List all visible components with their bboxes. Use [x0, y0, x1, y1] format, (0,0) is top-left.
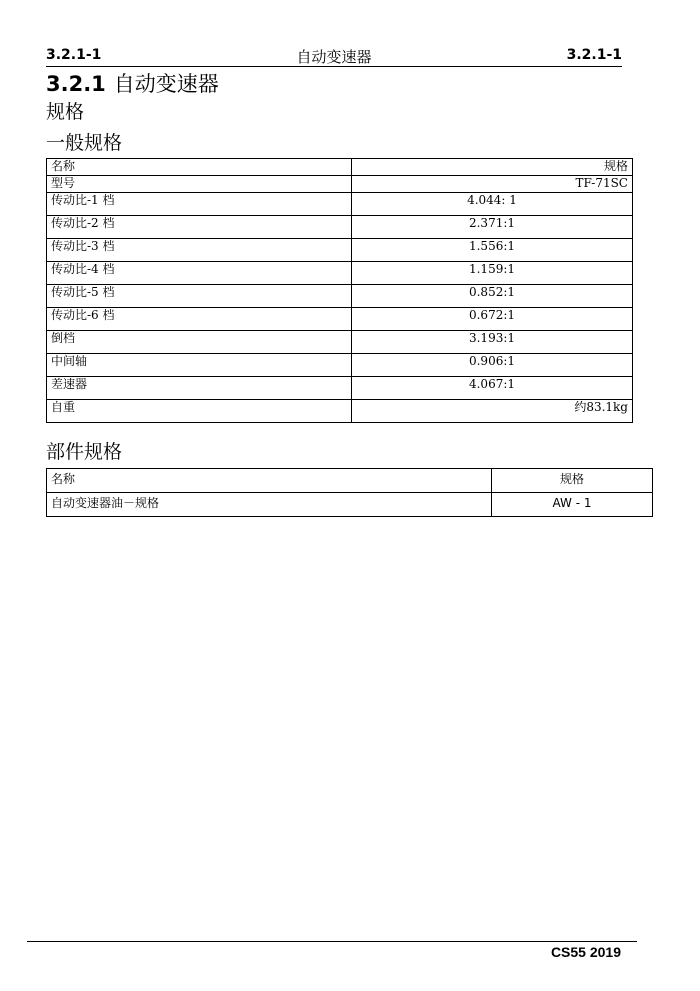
- row-spec: 0.672:1: [352, 308, 633, 331]
- row-spec: 1.556:1: [352, 239, 633, 262]
- row-name: 自动变速器油－规格: [47, 493, 492, 517]
- table-row: [47, 308, 633, 331]
- table-header-row: [47, 469, 653, 493]
- row-spec: AW - 1: [492, 493, 653, 517]
- row-spec: 3.193:1: [352, 331, 633, 354]
- row-spec: TF-71SC: [352, 176, 633, 193]
- table-row: [47, 331, 633, 354]
- row-spec: 2.371:1: [352, 216, 633, 239]
- row-name: 传动比-2 档: [47, 216, 352, 239]
- header-chapter-title: 自动变速器: [296, 48, 372, 66]
- table-row: [47, 216, 633, 239]
- table-row: [47, 176, 633, 193]
- row-spec: 1.159:1: [352, 262, 633, 285]
- page-title: [46, 68, 219, 98]
- column-header-spec: 规格: [352, 159, 633, 176]
- general-spec-heading: 一般规格: [46, 132, 123, 154]
- table-row: [47, 400, 633, 423]
- table-row: [47, 493, 653, 517]
- row-name: 倒档: [47, 331, 352, 354]
- row-spec: 0.906:1: [352, 354, 633, 377]
- table-row: [47, 193, 633, 216]
- section-heading: 规格: [46, 101, 85, 123]
- page-footer: [27, 941, 637, 960]
- header-section-left: 3.2.1-1: [46, 47, 102, 63]
- row-spec: 4.044: 1: [352, 193, 633, 216]
- title-number: 3.2.1: [46, 72, 106, 96]
- row-spec: 约83.1kg: [352, 400, 633, 423]
- column-header-name: 名称: [47, 469, 492, 493]
- row-name: 差速器: [47, 377, 352, 400]
- table-row: [47, 239, 633, 262]
- general-spec-table: [46, 158, 633, 423]
- row-name: 传动比-4 档: [47, 262, 352, 285]
- table-header-row: [47, 159, 633, 176]
- header-section-right: 3.2.1-1: [566, 47, 622, 63]
- column-header-name: 名称: [47, 159, 352, 176]
- parts-spec-heading: 部件规格: [46, 441, 123, 463]
- footer-model-year: CS55 2019: [550, 944, 621, 960]
- row-name: 中间轴: [47, 354, 352, 377]
- table-row: [47, 285, 633, 308]
- row-name: 传动比-6 档: [47, 308, 352, 331]
- row-spec: 4.067:1: [352, 377, 633, 400]
- parts-spec-table: [46, 468, 653, 517]
- row-name: 型号: [47, 176, 352, 193]
- row-name: 传动比-3 档: [47, 239, 352, 262]
- row-name: 传动比-5 档: [47, 285, 352, 308]
- column-header-spec: 规格: [492, 469, 653, 493]
- table-row: [47, 354, 633, 377]
- title-text: 自动变速器: [113, 72, 219, 96]
- row-name: 传动比-1 档: [47, 193, 352, 216]
- row-name: 自重: [47, 400, 352, 423]
- table-row: [47, 377, 633, 400]
- row-spec: 0.852:1: [352, 285, 633, 308]
- table-row: [47, 262, 633, 285]
- page-header: [46, 44, 622, 67]
